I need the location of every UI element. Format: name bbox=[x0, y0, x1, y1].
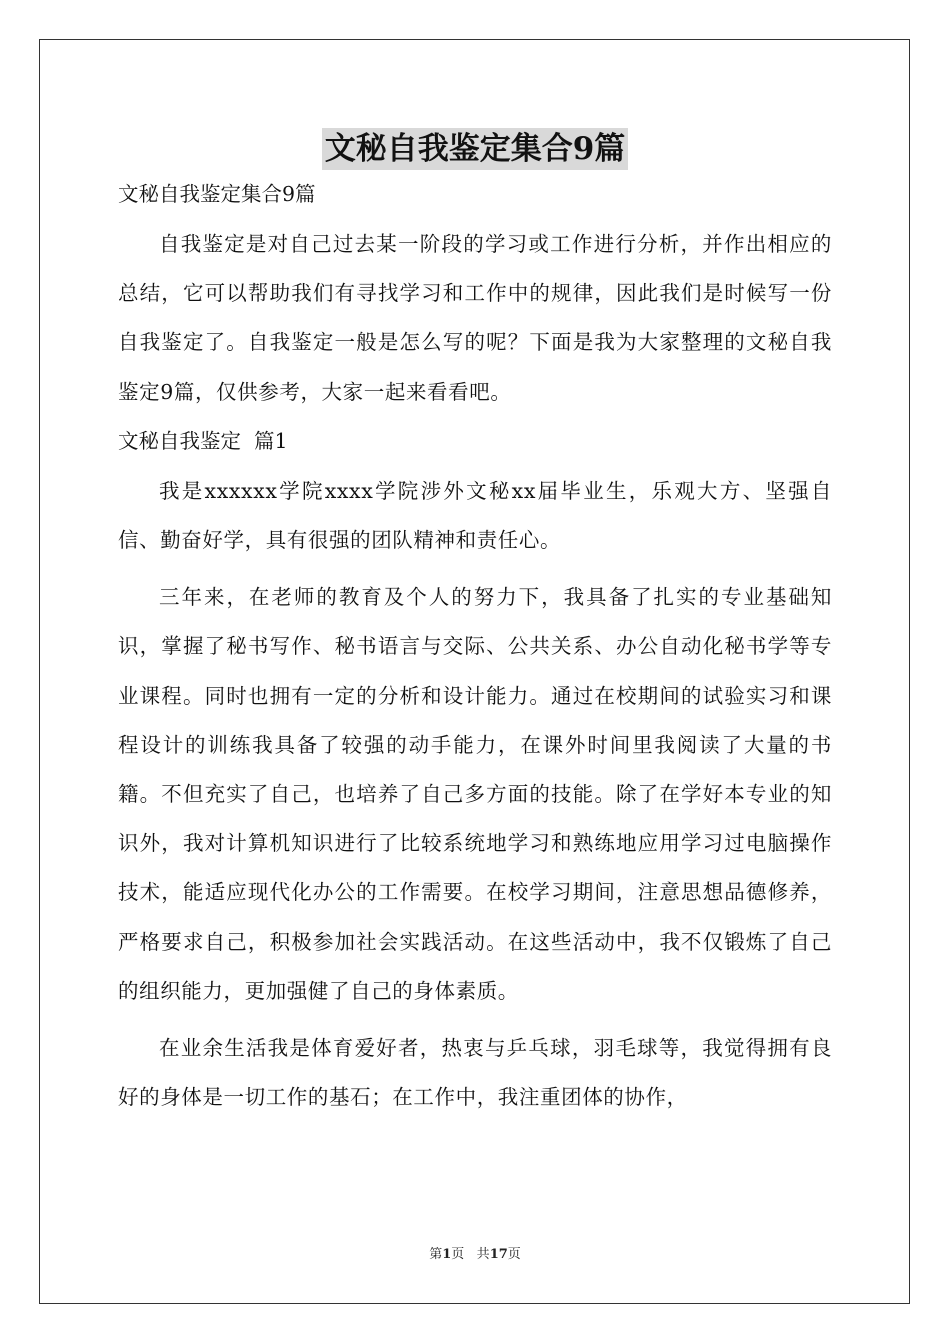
footer-total-suffix: 页 bbox=[507, 1247, 521, 1262]
footer-page-prefix: 第 bbox=[429, 1247, 443, 1262]
footer-total-prefix: 共 bbox=[476, 1247, 490, 1262]
footer-page-number: 1 bbox=[442, 1247, 452, 1262]
page-footer bbox=[0, 1246, 950, 1264]
footer-page-suffix: 页 bbox=[451, 1247, 465, 1262]
body-paragraph-2: 三年来，在老师的教育及个人的努力下，我具备了扎实的专业基础知识，掌握了秘书写作、秘书语言与交际、公共关系、办公自动化秘书学等专业课程。同时也拥有一定的分析和设计能力。通过在校期间的试验实习和课程设计的训练我具备了较强的动手能力，在课外时间里我阅读了大量的书籍。不但充实了自己，也培养了自己多方面的技能。除了在学好本专业的知识外，我对计算机知识进行了比较系统地学习和熟练地应用学习过电脑操作技术，能适应现代化办公的工作需要。在校学习期间，注意思想品德修养，严格要求自己，积极参加社会实践活动。在这些活动中，我不仅锻炼了自己的组织能力，更加强健了自己的身体素质。 bbox=[118, 585, 832, 1003]
footer-total-pages: 17 bbox=[489, 1247, 508, 1262]
document-title: 文秘自我鉴定集合9篇 bbox=[322, 128, 629, 170]
section-heading: 文秘自我鉴定 篇1 bbox=[118, 428, 288, 453]
document-subtitle: 文秘自我鉴定集合9篇 bbox=[118, 182, 316, 206]
document-body bbox=[118, 178, 832, 1130]
body-paragraph-3: 在业余生活我是体育爱好者，热衷与乒乓球，羽毛球等，我觉得拥有良好的身体是一切工作的基石；在工作中，我注重团体的协作， bbox=[118, 1036, 832, 1110]
intro-paragraph: 自我鉴定是对自己过去某一阶段的学习或工作进行分析，并作出相应的总结，它可以帮助我们有寻找学习和工作中的规律，因此我们是时候写一份自我鉴定了。自我鉴定一般是怎么写的呢？下面是我为大家整理的文秘自我鉴定9篇，仅供参考，大家一起来看看吧。 bbox=[118, 232, 832, 404]
body-paragraph-1: 我是xxxxxx学院xxxx学院涉外文秘xx届毕业生，乐观大方、坚强自信、勤奋好学，具有很强的团队精神和责任心。 bbox=[118, 478, 832, 553]
title-container bbox=[0, 128, 950, 170]
